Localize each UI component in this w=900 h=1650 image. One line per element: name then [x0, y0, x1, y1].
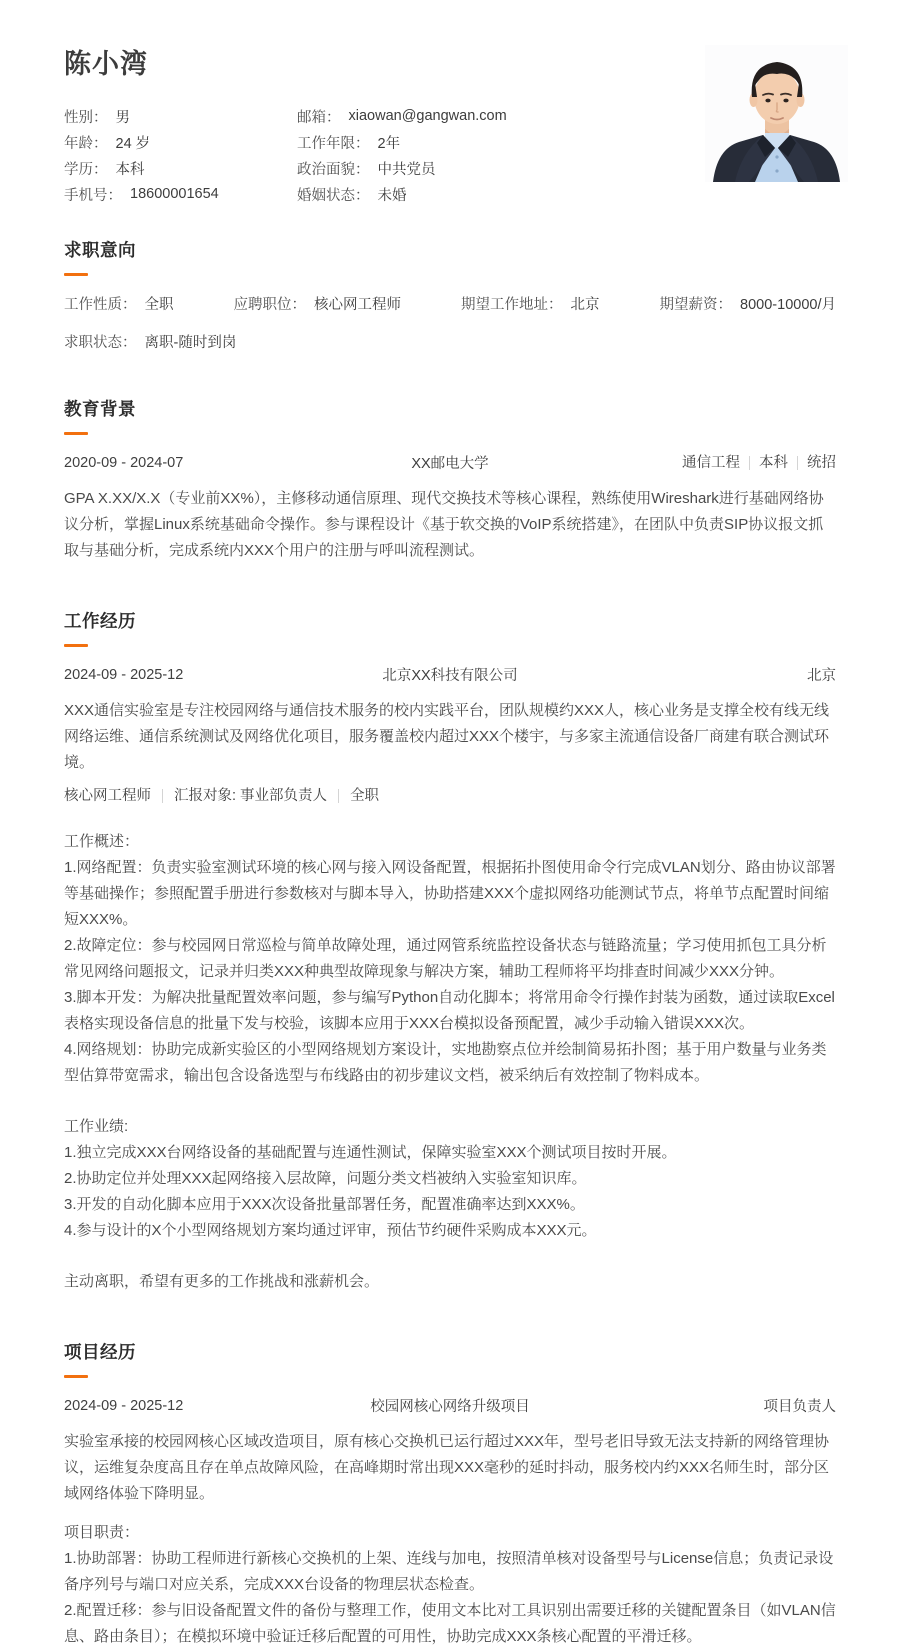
- field-label: 性别：: [64, 109, 108, 126]
- portrait-illustration: [705, 45, 848, 182]
- field-value: 男: [115, 109, 130, 126]
- field-value: xiaowan@gangwan.com: [348, 108, 507, 124]
- education-description: GPA X.XX/X.X（专业前XX%），主修移动通信原理、现代交换技术等核心课程，熟练使用Wireshark进行基础网络协议分析，掌握Linux系统基础命令操作。参与课程设计《基于软交换的VoIP系统搭建》，在团队中负责SIP协议报文抓取与基础分析，完成系统内XXX个用户的注册与呼叫流程测试。: [64, 490, 824, 559]
- intent-location: 期望工作地址： 北京: [461, 297, 600, 313]
- leave-reason: 主动离职，希望有更多的工作挑战和涨薪机会。: [64, 1273, 380, 1290]
- field-label: 工作年限：: [297, 135, 370, 152]
- education-meta-row: [64, 452, 836, 473]
- work-period: 2024-09 - 2025-12: [64, 666, 184, 683]
- section-title: 教育背景: [64, 399, 136, 419]
- project-name: 校园网核心网络升级项目: [370, 1399, 530, 1415]
- project-duty-block: [64, 1520, 836, 1650]
- field-value: 未婚: [377, 187, 407, 204]
- info-field-email: [297, 103, 597, 129]
- candidate-name: 陈小湾: [64, 49, 148, 79]
- section-accent-bar: [64, 644, 88, 647]
- profile-info-left: [64, 103, 297, 207]
- work-achievement-title: 工作业绩:: [64, 1118, 129, 1135]
- work-achievement-item: 3.开发的自动化脚本应用于XXX次设备批量部署任务，配置准确率达到XXX%。: [64, 1196, 585, 1213]
- intent-position: 应聘职位： 核心网工程师: [233, 297, 402, 313]
- work-overview-item: 2.故障定位：参与校园网日常巡检与简单故障处理，通过网管系统监控设备状态与链路流量；学习使用抓包工具分析常见网络问题报文，记录并归类XXX种典型故障现象与解决方案，辅助工程师将平均排查时间减少XXX分钟。: [64, 937, 827, 980]
- field-label: 年龄：: [64, 135, 108, 152]
- work-achievement-item: 2.协助定位并处理XXX起网络接入层故障，问题分类文档被纳入实验室知识库。: [64, 1170, 587, 1187]
- intent-job-type: 工作性质： 全职: [64, 297, 174, 313]
- education-enrollment-type: 统招: [797, 456, 836, 470]
- project-background: 实验室承接的校园网核心区域改造项目，原有核心交换机已运行超过XXX年，型号老旧导致无法支持新的网络管理协议，运维复杂度高且存在单点故障风险，在高峰期时常出现XXX毫秒的延时抖动，服务校内约XXX名师生时，部分区域网络体验下降明显。: [64, 1433, 830, 1502]
- info-field-political-status: [297, 155, 597, 181]
- section-work-experience: [64, 608, 836, 1295]
- section-title: 求职意向: [64, 240, 136, 260]
- project-period: 2024-09 - 2025-12: [64, 1397, 184, 1414]
- field-value: 本科: [115, 161, 145, 178]
- education-period: 2020-09 - 2024-07: [64, 454, 184, 471]
- section-job-intention: [64, 237, 836, 352]
- work-overview-item: 4.网络规划：协助完成新实验区的小型网络规划方案设计，实地勘察点位并绘制简易拓扑图；基于用户数量与业务类型估算带宽需求，输出包含设备选型与布线路由的初步建议文档，被采纳后有效控制了物料成本。: [64, 1041, 827, 1084]
- work-overview-item: 3.脚本开发：为解决批量配置效率问题，参与编写Python自动化脚本；将常用命令行操作封装为函数，通过读取Excel表格实现设备信息的批量下发与校验，该脚本应用于XXX台模拟设备预配置，减少手动输入错误XXX次。: [64, 989, 835, 1032]
- profile-info-right: [297, 103, 597, 207]
- work-meta-row: [64, 664, 836, 685]
- work-company: 北京XX科技有限公司: [382, 668, 518, 684]
- info-field-marital-status: [297, 181, 597, 207]
- field-value: 18600001654: [130, 186, 219, 202]
- education-school: XX邮电大学: [411, 456, 489, 472]
- field-value: 2年: [377, 135, 401, 152]
- field-label: 学历：: [64, 161, 108, 178]
- field-label: 婚姻状态：: [297, 187, 370, 204]
- field-label: 手机号：: [64, 187, 122, 204]
- project-role: 项目负责人: [763, 1399, 836, 1415]
- work-role-row: [64, 788, 836, 804]
- education-major: 通信工程: [682, 454, 740, 471]
- work-employment-type: 全职: [338, 789, 390, 803]
- section-project-experience: [64, 1339, 836, 1650]
- info-field-degree: [64, 155, 297, 181]
- section-accent-bar: [64, 1375, 88, 1378]
- field-label: 邮箱：: [297, 109, 341, 126]
- work-achievement-item: 4.参与设计的X个小型网络规划方案均通过评审，预估节约硬件采购成本XXX元。: [64, 1222, 597, 1239]
- work-role-title: 核心网工程师: [64, 788, 151, 804]
- work-overview-title: 工作概述：: [64, 833, 140, 850]
- info-field-phone: [64, 181, 297, 207]
- profile-photo: [705, 45, 848, 182]
- info-field-gender: [64, 103, 297, 129]
- field-label: 政治面貌：: [297, 161, 370, 178]
- section-title: 项目经历: [64, 1342, 136, 1362]
- info-field-experience-years: [297, 129, 597, 155]
- project-duty-item: 1.协助部署：协助工程师进行新核心交换机的上架、连线与加电，按照清单核对设备型号与License信息；负责记录设备序列号与端口对应关系，完成XXX台设备的物理层状态检查。: [64, 1550, 834, 1593]
- work-overview-item: 1.网络配置：负责实验室测试环境的核心网与接入网设备配置，根据拓扑图使用命令行完成VLAN划分、路由协议部署等基础操作；参照配置手册进行参数核对与脚本导入，协助搭建XXX个虚拟网络功能测试节点，将单节点配置时间缩短XXX%。: [64, 859, 836, 928]
- intent-status: 求职状态： 离职-随时到岗: [64, 335, 237, 351]
- project-duty-title: 项目职责：: [64, 1524, 140, 1541]
- education-degree: 本科: [749, 456, 797, 470]
- education-tags: [616, 455, 836, 471]
- work-achievement-item: 1.独立完成XXX台网络设备的基础配置与连通性测试，保障实验室XXX个测试项目按时开展。: [64, 1144, 677, 1161]
- section-accent-bar: [64, 273, 88, 276]
- section-accent-bar: [64, 432, 88, 435]
- info-field-age: [64, 129, 297, 155]
- work-overview-block: [64, 829, 836, 1089]
- project-duty-item: 2.配置迁移：参与旧设备配置文件的备份与整理工作，使用文本比对工具识别出需要迁移的关键配置条目（如VLAN信息、路由条目）；在模拟环境中验证迁移后配置的可用性，协助完成XXX条核心配置的平滑迁移。: [64, 1602, 836, 1645]
- project-meta-row: [64, 1395, 836, 1416]
- section-education: [64, 396, 836, 564]
- work-report-to: 汇报对象: 事业部负责人: [162, 789, 338, 803]
- company-intro: XXX通信实验室是专注校园网络与通信技术服务的校内实践平台，团队规模约XXX人，核心业务是支撑全校有线无线网络运维、通信系统测试及网络优化项目，服务覆盖校内超过XXX个楼宇，与多家主流通信设备厂商建有联合测试环境。: [64, 702, 830, 771]
- work-location: 北京: [807, 668, 836, 684]
- section-title: 工作经历: [64, 611, 136, 631]
- job-intention-row-1: [64, 293, 836, 314]
- field-value: 中共党员: [377, 161, 436, 178]
- field-value: 24 岁: [115, 135, 151, 152]
- job-intention-row-2: [64, 331, 836, 352]
- work-achievement-block: [64, 1114, 836, 1244]
- intent-salary: 期望薪资： 8000-10000/月: [659, 297, 836, 313]
